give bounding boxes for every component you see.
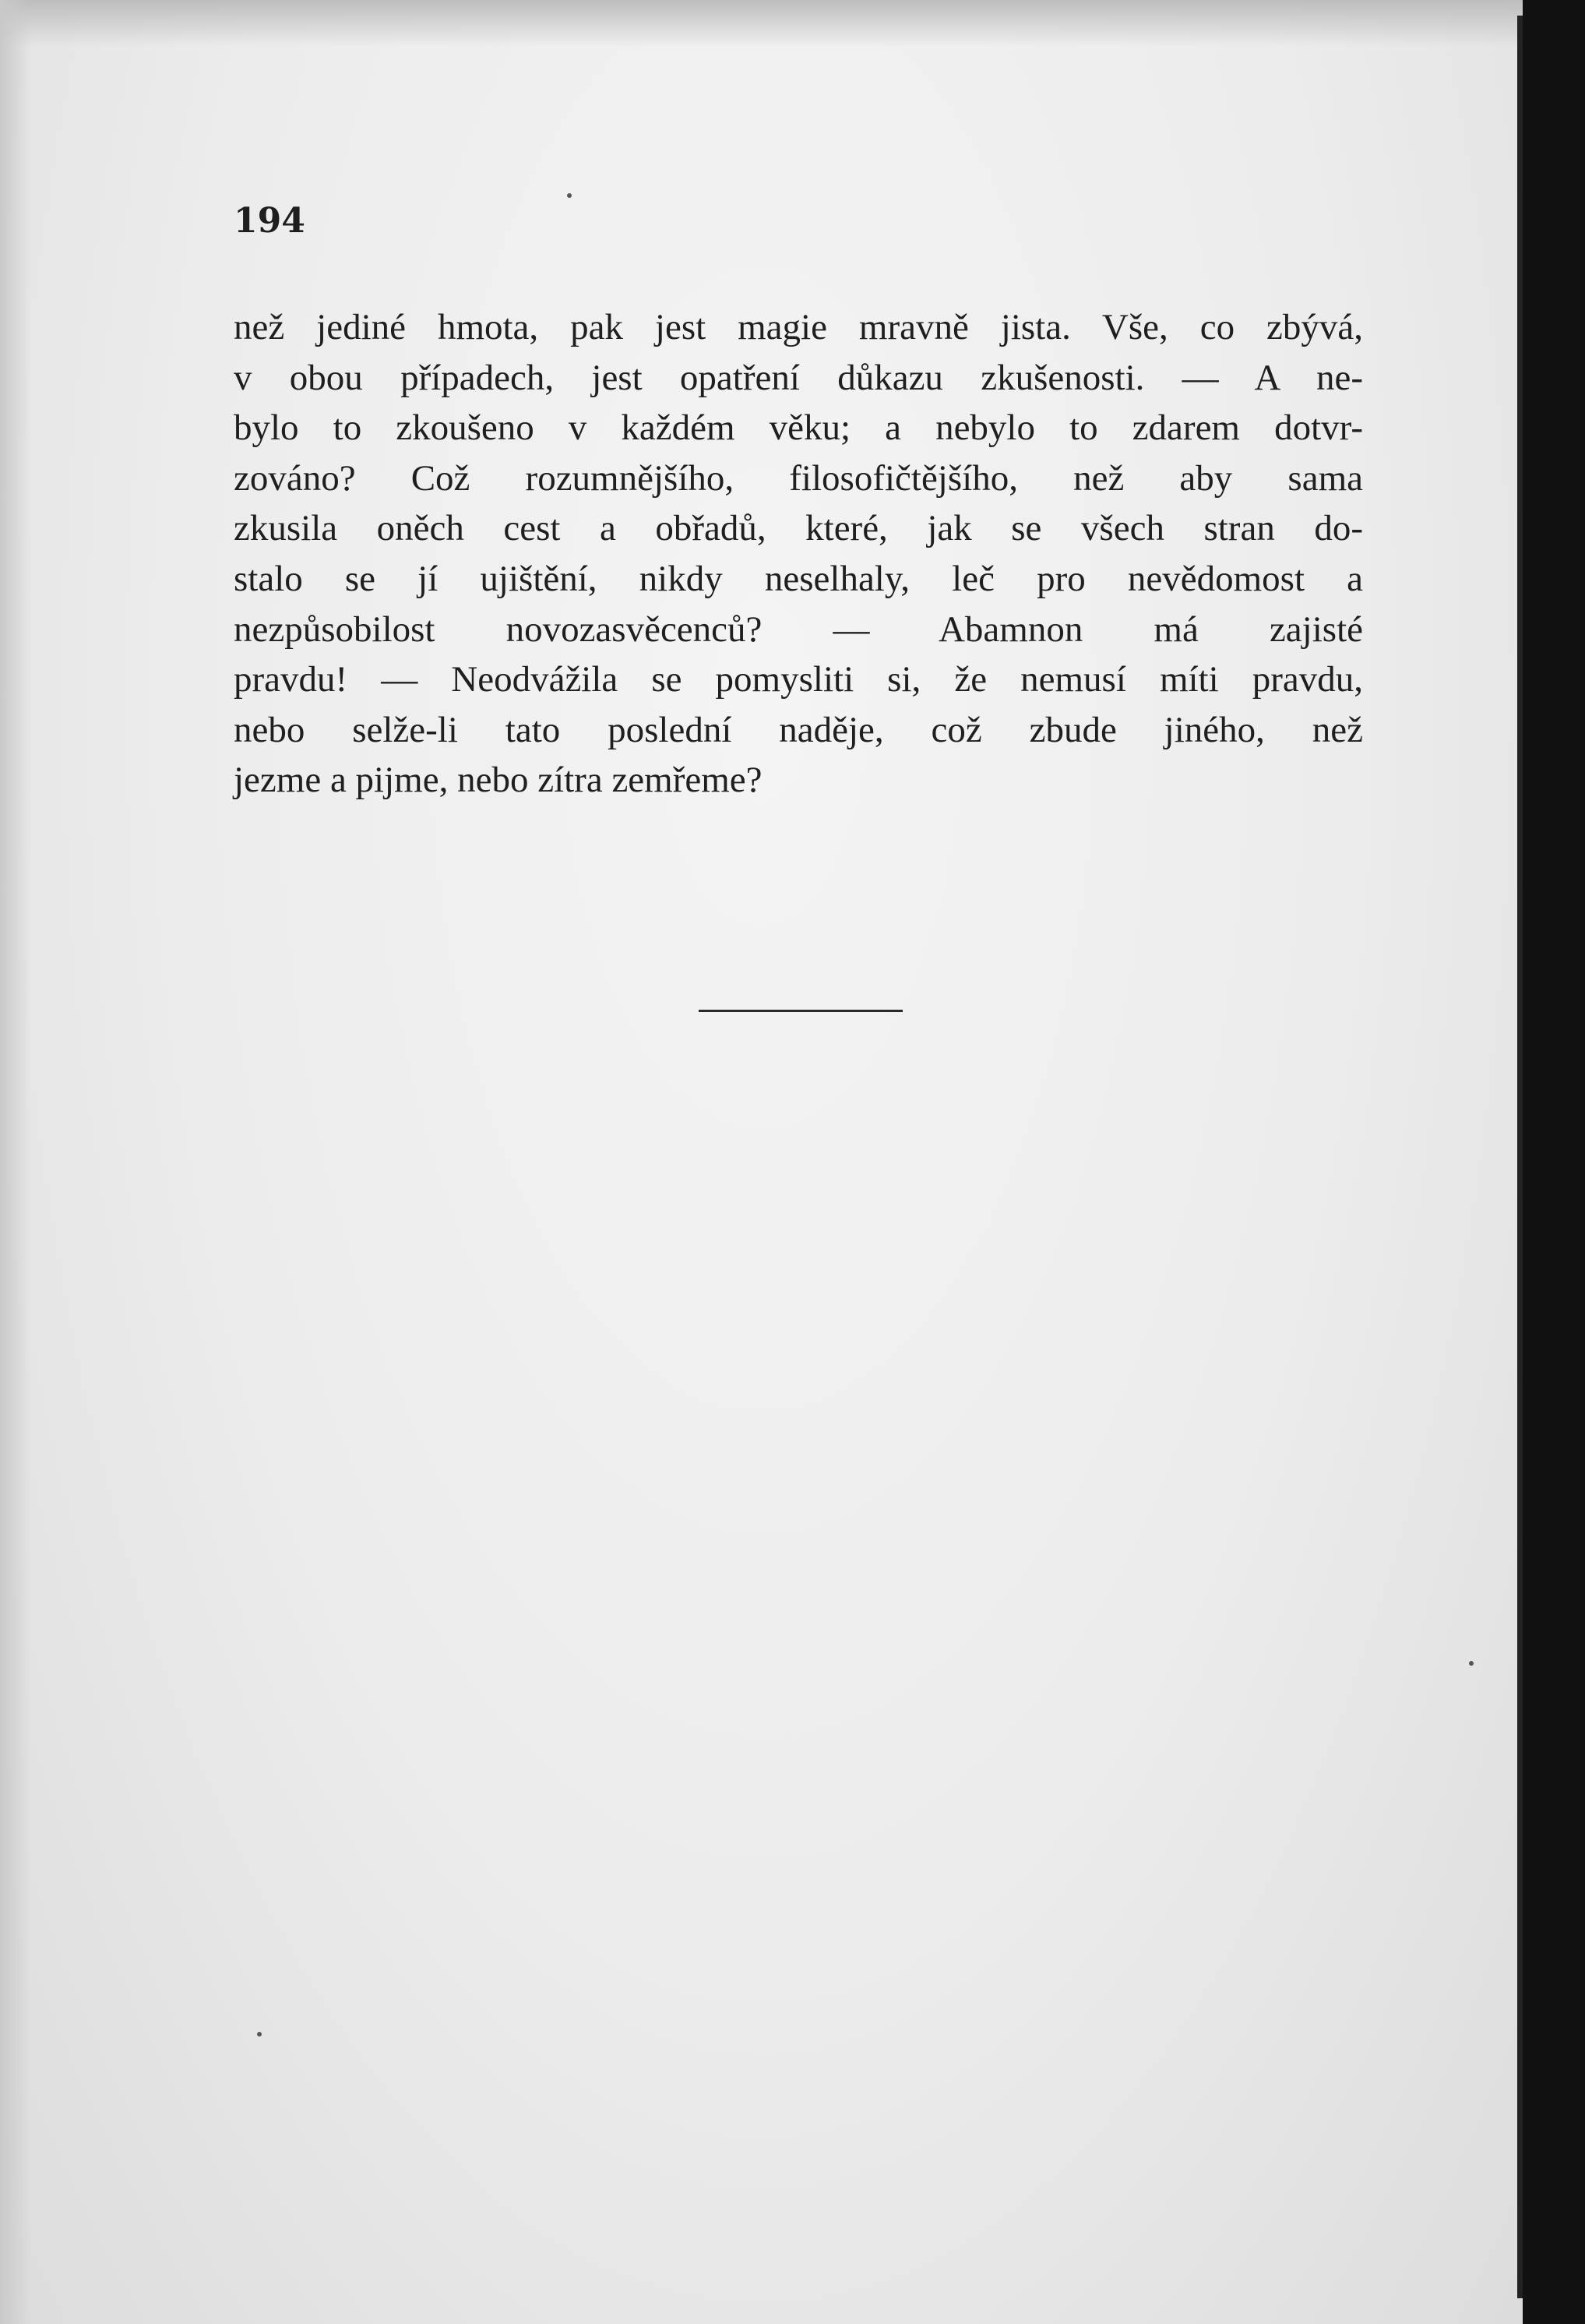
- paper-speck: [257, 2032, 262, 2037]
- text-line: v obou případech, jest opatření důkazu zkušenosti. — A ne-: [234, 357, 1363, 398]
- page-number: 194: [234, 201, 305, 241]
- text-line: zováno? Což rozumnějšího, filosofičtějšího, než aby sama: [234, 457, 1363, 499]
- text-line: stalo se jí ujištění, nikdy neselhaly, leč pro nevědomost a: [234, 558, 1363, 599]
- text-line: jezme a pijme, nebo zítra zemřeme?: [234, 760, 763, 801]
- text-line: nezpůsobilost novozasvěcenců? — Abamnon má zajisté: [234, 608, 1363, 650]
- body-paragraph: [234, 302, 1363, 806]
- scan-border: [1523, 0, 1585, 2324]
- text-line: pravdu! — Neodvážila se pomysliti si, že nemusí míti pravdu,: [234, 659, 1363, 700]
- text-line: zkusila oněch cest a obřadů, které, jak se všech stran do-: [234, 508, 1363, 549]
- paper-speck: [567, 193, 572, 198]
- paper-speck: [1469, 1661, 1474, 1666]
- text-line: nebo selže-li tato poslední naděje, což zbude jiného, než: [234, 709, 1363, 750]
- end-rule: [699, 1010, 903, 1012]
- text-line: bylo to zkoušeno v každém věku; a nebylo to zdarem dotvr-: [234, 407, 1363, 449]
- text-line: než jediné hmota, pak jest magie mravně jista. Vše, co zbývá,: [234, 307, 1363, 347]
